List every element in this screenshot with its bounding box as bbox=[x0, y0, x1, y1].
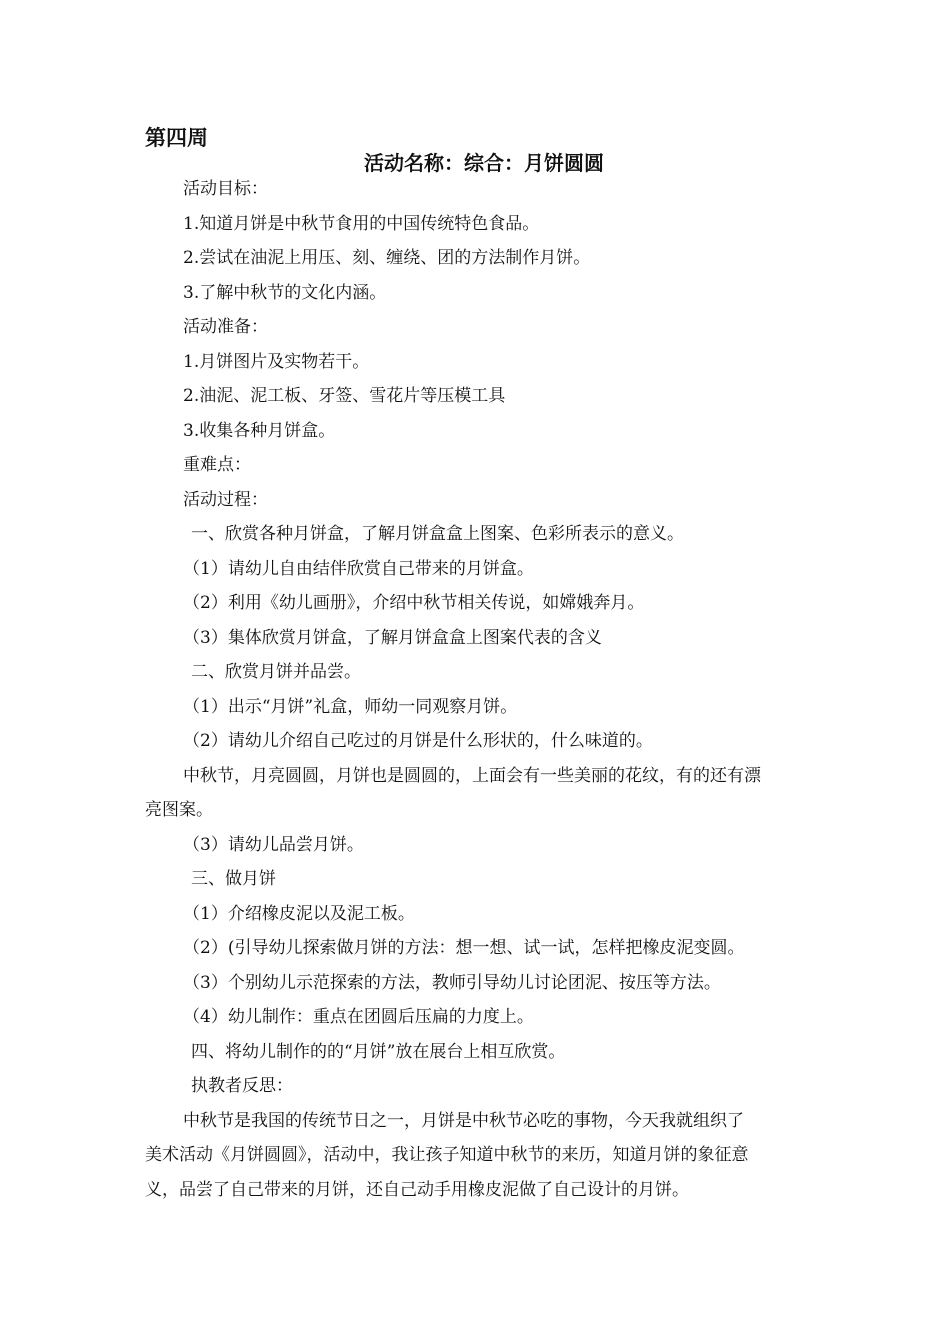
process-substep: （1）介绍橡皮泥以及泥工板。 bbox=[183, 903, 415, 924]
reflection-line: 中秋节是我国的传统节日之一，月饼是中秋节必吃的事物，今天我就组织了 bbox=[183, 1110, 744, 1131]
goal-item: 3.了解中秋节的文化内涵。 bbox=[183, 282, 387, 303]
process-substep: （3）集体欣赏月饼盒，了解月饼盒盒上图案代表的含义 bbox=[183, 627, 602, 648]
process-step: 二、欣赏月饼并品尝。 bbox=[191, 662, 361, 682]
process-substep: （3）请幼儿品尝月饼。 bbox=[183, 834, 364, 855]
process-step: 三、做月饼 bbox=[191, 869, 276, 889]
process-step: 四、将幼儿制作的的“月饼”放在展台上相互欣赏。 bbox=[191, 1041, 566, 1062]
reflection-heading: 执教者反思： bbox=[191, 1076, 293, 1096]
process-substep: （2）利用《幼儿画册》，介绍中秋节相关传说，如嫦娥奔月。 bbox=[183, 593, 645, 613]
process-substep: （1）出示“月饼”礼盒，师幼一同观察月饼。 bbox=[183, 696, 518, 717]
week-label: 第四周 bbox=[145, 126, 208, 150]
key-heading: 重难点： bbox=[183, 455, 251, 475]
reflection-line: 义，品尝了自己带来的月饼，还自己动手用橡皮泥做了自己设计的月饼。 bbox=[145, 1179, 689, 1200]
process-substep: （3）个别幼儿示范探索的方法，教师引导幼儿讨论团泥、按压等方法。 bbox=[183, 972, 721, 993]
prep-item: 2.油泥、泥工板、牙签、雪花片等压模工具 bbox=[183, 386, 506, 406]
prep-heading: 活动准备： bbox=[183, 317, 268, 337]
goal-heading: 活动目标： bbox=[183, 179, 268, 199]
prep-item: 3.收集各种月饼盒。 bbox=[183, 420, 336, 441]
document-body bbox=[145, 172, 817, 1207]
process-substep: （4）幼儿制作：重点在团圆后压扁的力度上。 bbox=[183, 1007, 534, 1027]
paragraph-line: 亮图案。 bbox=[145, 800, 213, 820]
activity-title-text: 活动名称：综合：月饼圆圆 bbox=[364, 151, 604, 175]
process-substep: （2）请幼儿介绍自己吃过的月饼是什么形状的，什么味道的。 bbox=[183, 731, 653, 751]
goal-item: 2.尝试在油泥上用压、刻、缠绕、团的方法制作月饼。 bbox=[183, 248, 591, 268]
paragraph-line: 中秋节，月亮圆圆，月饼也是圆圆的，上面会有一些美丽的花纹，有的还有漂 bbox=[183, 765, 761, 786]
reflection-line: 美术活动《月饼圆圆》，活动中，我让孩子知道中秋节的来历，知道月饼的象征意 bbox=[145, 1145, 749, 1165]
process-substep: （2）(引导幼儿探索做月饼的方法：想一想、试一试，怎样把橡皮泥变圆。 bbox=[183, 938, 745, 958]
process-heading: 活动过程： bbox=[183, 489, 268, 510]
process-substep: （1）请幼儿自由结伴欣赏自己带来的月饼盒。 bbox=[183, 558, 534, 579]
goal-item: 1.知道月饼是中秋节食用的中国传统特色食品。 bbox=[183, 213, 540, 234]
prep-item: 1.月饼图片及实物若干。 bbox=[183, 351, 370, 372]
process-step: 一、欣赏各种月饼盒，了解月饼盒盒上图案、色彩所表示的意义。 bbox=[191, 524, 684, 544]
